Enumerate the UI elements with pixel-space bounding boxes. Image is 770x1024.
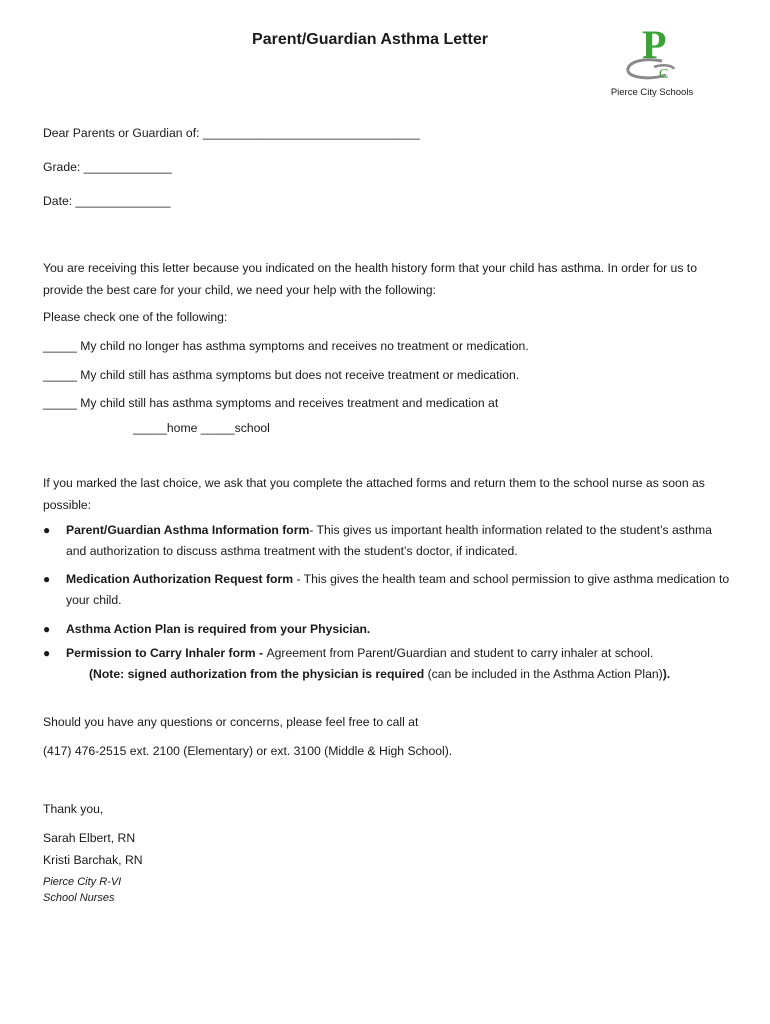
option-no-symptoms[interactable]: _____ My child no longer has asthma symptoms and receives no treatment or medication. <box>43 339 529 353</box>
school-name: Pierce City Schools <box>610 87 694 98</box>
list-item: ● Medication Authorization Request form - This gives the health team and school permission to give asthma medication to your child. <box>43 569 733 611</box>
nurse-name-1: Sarah Elbert, RN <box>43 831 136 845</box>
bullet-icon: ● <box>43 523 51 537</box>
nurse-name-2: Kristi Barchak, RN <box>43 853 143 867</box>
list-item: ● Permission to Carry Inhaler form - Agreement from Parent/Guardian and student to carry inhaler at school. (Note: signed authorization from the physician is required (can be included in the Asthma Action Plan)). <box>43 643 733 685</box>
bullet-icon: ● <box>43 572 51 586</box>
district-name: Pierce City R-VI <box>43 876 122 888</box>
date-field[interactable]: Date: ______________ <box>43 194 171 208</box>
contact-line: Should you have any questions or concerns, please feel free to call at <box>43 715 419 729</box>
list-item: ● Asthma Action Plan is required from your Physician. <box>43 619 733 640</box>
check-prompt: Please check one of the following: <box>43 310 228 324</box>
svg-text:P: P <box>642 22 667 67</box>
location-choice[interactable]: _____home _____school <box>133 421 270 435</box>
grade-field[interactable]: Grade: _____________ <box>43 160 172 174</box>
list-item: ● Parent/Guardian Asthma Information form- This gives us important health information related to the student’s asthma and authorization to discuss asthma treatment with the student’s doctor, if indicated. <box>43 520 733 562</box>
required-forms-list <box>43 520 733 690</box>
option-symptoms-no-treatment[interactable]: _____ My child still has asthma symptoms but does not receive treatment or medication. <box>43 368 520 382</box>
signature-role: School Nurses <box>43 892 115 904</box>
closing-thanks: Thank you, <box>43 802 104 816</box>
followup-paragraph: If you marked the last choice, we ask that you complete the attached forms and return them to the school nurse as soon as possible: <box>43 476 705 512</box>
bullet-icon: ● <box>43 646 51 660</box>
svg-text:C: C <box>659 67 669 82</box>
intro-paragraph: You are receiving this letter because you indicated on the health history form that your child has asthma. In order for us to provide the best care for your child, we need your help with the following: <box>43 261 697 297</box>
school-logo <box>622 20 682 82</box>
bullet-icon: ● <box>43 622 51 636</box>
parent-name-field[interactable]: Dear Parents or Guardian of: ________________________________ <box>43 126 420 140</box>
phone-line: (417) 476-2515 ext. 2100 (Elementary) or ext. 3100 (Middle & High School). <box>43 744 453 758</box>
page-title: Parent/Guardian Asthma Letter <box>252 31 488 48</box>
option-symptoms-with-treatment[interactable]: _____ My child still has asthma symptoms and receives treatment and medication at <box>43 396 499 410</box>
